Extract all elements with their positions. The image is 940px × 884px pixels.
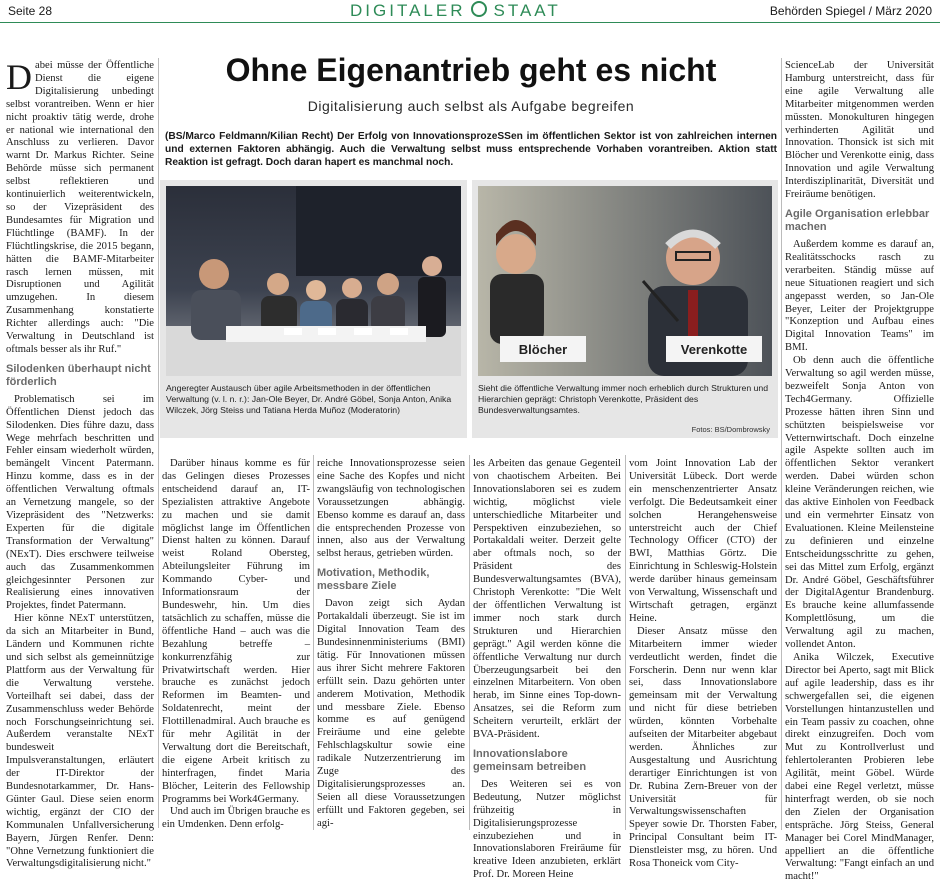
brand-logo-icon	[471, 1, 487, 17]
col5-paragraph-2: Dieser Ansatz müsse den Mitarbeitern immer wieder verdeutlicht werden, findet die Forscherin. Denn nur wenn klar sei, dass Innovationslabore gemeinsam mit der Verwaltung und nicht für diese betrieben würden, könnten Vorbehalte aufseiten der Mitarbeiter abgebaut werden. Ähnliches zur Ausgestaltung und Ausrichtung derartiger Einrichtungen ist von Dr. Rubina Zern-Breuer von der Universität für Verwaltungswissenschaften Speyer sowie Dr. Thorsten Faber, Principal Consultant beim IT-Dienstleister msg, zu hören. Und Rosa Thoneick vom City-	[629, 625, 777, 870]
column-divider	[625, 455, 626, 830]
magazine-issue: Behörden Spiegel / März 2020	[769, 4, 932, 18]
col1-paragraph-3: Hier könne NExT unterstützen, da sich an Mitarbeiter in Bund, Ländern und Kommunen richte und sich selbst als gemeinnützige Plattform aus der Verwaltung für die Verwaltung verstehe. Vorteilhaft sei dabei, dass der Zusammenschluss weder Behörde noch Forschungseinrichtung sei. Außerdem veranstalte NExT bundesweit Impulsveranstaltungen, erläutert der IT-Direktor der Bundesnotarkammer, Dr. Hans-Günter Gaul. Diese seien enorm wichtig, ergänzt der CIO der Kommunalen Unfallversicherung Bayern, Jürgen Renfer. Denn: "Ohne Vernetzung funktioniert die Verwaltungsdigitalisierung nicht."	[6, 613, 154, 870]
photo-1-caption: Angeregter Austausch über agile Arbeitsmethoden in der öffentlichen Verwaltung (v. l. n. r.): Jan-Ole Beyer, Dr. André Göbel, Sonja Anton, Anika Wilczek, Jörg Steiss und Tatiana Herda Muñoz (Moderatorin)	[166, 383, 452, 415]
col1-paragraph-1: abei müsse der Öffentliche Dienst die eigene Digitalisierung unbedingt selbst vorantreiben. Wenn er hier nicht proaktiv tätig werde, drohe er national wie international den Anschluss zu verlieren. Davor warnt Dr. Markus Richter. Seine Behörde müsse sich permanent selbst reflektieren und kontinuierlich weiterentwickeln, so der Vizepräsident des Bundesamtes für Migration und Flüchtlinge (BAMF). In der Flüchtlingskrise, die 2015 begann, hätten die BAMF-Mitarbeiter rasch lernen müssen, mit Disruptionen und Agilität umzugehen. In diesem Zusammenhang konstatierte Richter allerdings auch: "Die Verwaltung in Deutschland ist oftmals besser als ihr Ruf."	[6, 60, 154, 355]
article-title: Ohne Eigenantrieb geht es nicht	[225, 52, 717, 88]
brand-right: STAAT	[493, 1, 561, 20]
name-card-verenkotte: Verenkotte	[680, 342, 748, 357]
col4-paragraph-2: Des Weiteren sei es von Bedeutung, Nutzer möglichst frühzeitig in Digitalisierungsprozesse einzubeziehen und in Innovationslaboren Freiräume für kreative Ideen anzubieten, erklärt Prof. Dr. Moreen Heine	[473, 778, 621, 881]
section-brand	[350, 1, 561, 21]
drop-cap: D	[6, 57, 32, 97]
column-divider	[469, 455, 470, 830]
panel-discussion-photo	[166, 186, 461, 376]
col6-paragraph-2: Außerdem komme es darauf an, Realitätsschocks rasch zu verarbeiten. Ständig müsse auf neue Situationen reagiert und sich angepasst werden, so Jan-Ole Beyer, Leiter der Projektgruppe "Konzeption und Aufbau eines Digital Innovation Teams" im BMI.	[785, 238, 934, 354]
col2-paragraph-2: Und auch im Übrigen brauche es ein Umdenken. Denn erfolg-	[162, 806, 310, 831]
column-5	[629, 458, 777, 871]
column-1	[6, 57, 154, 871]
article-subtitle: Digitalisierung auch selbst als Aufgabe begreifen	[307, 98, 635, 114]
col1-subheading: Silodenken überhaupt nicht förderlich	[6, 362, 151, 388]
brand-left: DIGITALER	[350, 1, 466, 20]
col1-paragraph-2: Problematisch sei im Öffentlichen Dienst jedoch das Silodenken. Dies führe dazu, dass Wege mehrfach beschritten und Fehler einsam wiederholt würden, bemängelt Vincent Patermann. Hinzu komme, dass es in der öffentlichen Verwaltung oftmals an Vernetzung mangele, so der Vizepräsident des "Netzwerks: Experten für die digitale Transformation der Verwaltung" (NExT). Dies erschwere teilweise auch das Zusammenkommen gleichgesinnter Personen zur Realisierung eines innovativen Projektes, findet Patermann.	[6, 393, 154, 612]
column-divider	[781, 58, 782, 830]
column-divider	[313, 455, 314, 830]
column-divider	[158, 58, 159, 828]
col4-subheading: Innovationslabore gemeinsam betreiben	[473, 747, 587, 773]
col3-paragraph-1: reiche Innovationsprozesse seien eine Sache des Kopfes und nicht zwangsläufig von technologischen Voraussetzungen abhängig. Ebenso komme es darauf an, dass die entsprechenden Prozesse von innen, also aus der Verwaltung selbst heraus, getrieben würden.	[317, 458, 465, 560]
article-lead: (BS/Marco Feldmann/Kilian Recht) Der Erfolg von InnovationsprozeSSen im öffentlichen Sektor ist von zahlreichen internen und externen Faktoren abhängig. Auch die Verwaltung selbst muss entsprechende Vorhaben vorantreiben. Aktion statt Reaktion ist gefragt. Doch daran hapert es manchmal noch.	[165, 131, 777, 168]
speaker-photo	[478, 186, 772, 376]
col6-paragraph-3: Ob denn auch die öffentliche Verwaltung so agil werden müsse, bezweifelt Sonja Anton von Tech4Germany. Offizielle Prozesse hätten ihren Sinn und schützten beispielsweise vor Vetternwirtschaft. Doch einzelne agile Aspekte sollten auch im öffentlichen Sektor verankert werden. Dabei würden schon kleine Veränderungen reichen, wie das aktive Einholen von Feedback und ein vermehrter Einsatz von Evaluationen. Kleine Meilensteine zu definieren und einzelne Entscheidungsschritte zu gehen, sei das Mittel zum Erfolg, ergänzt Dr. André Göbel, Geschäftsführer der DigitalAgentur Brandenburg. Es brauche keine allumfassende Komplettlösung, um die Verwaltung agil zu machen, vollendet Anton.	[785, 355, 934, 651]
column-2	[162, 458, 310, 832]
col6-paragraph-4: Anika Wilczek, Executive Director bei Aperto, sagt mit Blick auf agile leadership, dass es ihr schwergefallen sei, die eigenen Vorstellungen hintanzustellen und ein Team passiv zu coachen, ohne direkt einzugreifen. Doch vom Mut zu Kontrollverlust und fehlertoleranten Probieren lebe Agilität, meint Göbel. Würde dabei eine Regel verletzt, müsse hinterfragt werden, ob sie noch den Zielen der Organisation entspräche. Jörg Steiss, General Manager bei Corel MindManager, appelliert an die öffentliche Verwaltung: "Fangt einfach an und macht!"	[785, 651, 934, 883]
column-3	[317, 458, 465, 831]
col6-paragraph-1: ScienceLab der Universität Hamburg unterstreicht, dass für eine agile Verwaltung alle Mitarbeiter mitgenommen werden müssten. Monokulturen hingegen verhinderten Agilität und Innovation. Thonsick ist sich mit Blöcher und Verenkotte einig, dass Innovation und agile Verwaltung Interdisziplinarität, Diversität und Freiräume benötigen.	[785, 60, 934, 201]
col4-paragraph-1: les Arbeiten das genaue Gegenteil von chaotischem Arbeiten. Bei Innovationslaboren sei es zudem wichtig, möglichst viele unterschiedliche Mitarbeiter und Perspektiven einzubeziehen, so Portakaldali weiter. Derzeit gelte aber oftmals noch, so der Präsident des Bundesverwaltungsamtes (BVA), Christoph Verenkotte: "Die Welt der öffentlichen Verwaltung ist immer noch stark durch Strukturen und Hierarchien geprägt." Agil werden könne die öffentliche Verwaltung nur durch Überzeugungsarbeit bei den einzelnen Mitarbeitern. Von oben herab, im Sinne eines Top-down-Ansatzes, sei die Reform zum Scheitern verurteilt, erklärt der BVA-Präsident.	[473, 458, 621, 741]
photo-panel-2	[472, 180, 778, 438]
col3-subheading: Motivation, Methodik, messbare Ziele	[317, 567, 430, 593]
col2-paragraph-1: Darüber hinaus komme es für das Gelingen dieses Prozesses entscheidend darauf an, IT-Spezialisten attraktive Angebote zu machen und sie damit möglichst lange im Öffentlichen Dienst halten zu können. Darauf weist Roland Obersteg, Abteilungsleiter Führung im Kommando Cyber- und Informationsraum der Bundeswehr, hin. Um dies tatsächlich zu schaffen, müsse die öffentliche Hand – auch was die Bezahlung betreffe – konkurrenzfähig zur Privatwirtschaft werden. Hier brauche es zunächst jedoch Reformen im Beamten- und Soldatenrecht, meint der Flottillenadmiral. Auch brauche es für mehr Agilität in der Verwaltung dort die Bereitschaft, die eigene Arbeit kritisch zu hinterfragen, findet Maria Blöcher, Leiterin des Fellowship Programms bei Work4Germany.	[162, 458, 310, 805]
column-4	[473, 458, 621, 882]
photo-credit: Fotos: BS/Dombrowsky	[691, 425, 770, 434]
column-6	[785, 60, 934, 884]
col3-paragraph-2: Davon zeigt sich Aydan Portakaldali überzeugt. Sie ist im Digital Innovation Team des Bundesinnenministeriums (BMI) tätig. Für Innovationen müssen aus ihrer Sicht mehrere Faktoren erfüllt sein. Dazu gehörten unter anderem Motivation, Methodik und messbare Ziele. Ebenso komme es auf genügend Freiräume und eine gelebte Fehlschlagskultur sowie eine radikale Nutzerzentrierung im Zuge des Digitalisierungsprozesses an. Seien all diese Voraussetzungen erfüllt und Faktoren gegeben, sei agi-	[317, 598, 465, 829]
col6-subheading: Agile Organisation erlebbar machen	[785, 207, 930, 233]
photo-2-caption: Sieht die öffentliche Verwaltung immer noch erheblich durch Strukturen und Hierarchien geprägt: Christoph Verenkotte, Präsident des Bundesverwaltungsamtes.	[478, 383, 769, 415]
photo-panel-1	[160, 180, 467, 438]
col5-paragraph-1: vom Joint Innovation Lab der Universität Lübeck. Dort werde ein menschenzentrierter Ansatz verfolgt. Die Bedeutsamkeit einer solchen Herangehensweise unterstreicht auch der Chief Technology Officer (CTO) der BWI, Matthias Görtz. Die Einrichtung in Schleswig-Holstein werde darüber hinaus gemeinsam von Verwaltung, Wissenschaft und Wirtschaft getragen, ergänzt Heine.	[629, 458, 777, 624]
page-header	[0, 0, 940, 22]
page-number: Seite 28	[8, 4, 53, 18]
header-rule	[0, 22, 940, 23]
name-card-bloecher: Blöcher	[518, 342, 568, 357]
